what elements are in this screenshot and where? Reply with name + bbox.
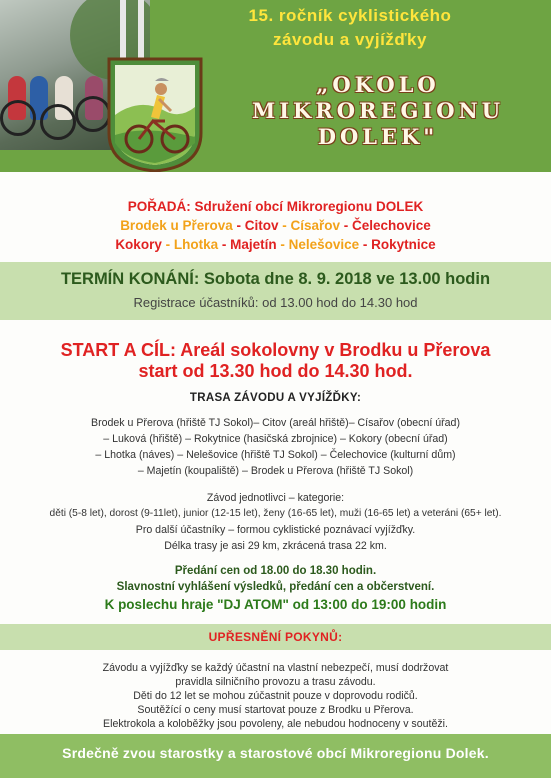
- awards-line-1: Předání cen od 18.00 do 18.30 hodin.: [174, 565, 377, 577]
- instruction-line: pravidla silničního provozu a trasu závodu.: [175, 676, 376, 688]
- photo-wheel: [0, 100, 36, 136]
- municipalities-row-1: [0, 218, 551, 233]
- route-line: – Lhotka (náves) – Nelešovice (hřiště TJ Sokol) – Čelechovice (kulturní dům): [95, 449, 456, 461]
- title-line-1: 15. ročník cyklistického: [248, 6, 452, 25]
- event-name-line-1: „OKOLO: [316, 72, 440, 97]
- dj-info: K poslechu hraje "DJ ATOM" od 13:00 do 19:00 hodin: [104, 597, 447, 612]
- municipality: Čelechovice: [352, 218, 431, 233]
- municipality: Císařov: [290, 218, 341, 233]
- awards-line-2: Slavnostní vyhlášení výsledků, předání cen a občerstvení.: [116, 581, 435, 593]
- separator: -: [340, 218, 353, 233]
- instruction-line: Děti do 12 let se mohou zúčastnit pouze v doprovodu rodičů.: [133, 690, 418, 702]
- organizer-value: Sdružení obcí Mikroregionu DOLEK: [194, 199, 424, 214]
- route-heading: TRASA ZÁVODU A VYJÍŽĎKY:: [189, 392, 362, 404]
- invitation-text: Srdečně zvou starostky a starostové obcí Mikroregionu Dolek.: [62, 745, 489, 761]
- categories-line: Pro další účastníky – formou cyklistické poznávací vyjížďky.: [135, 524, 416, 536]
- header-band: [0, 0, 551, 172]
- event-name-line-3: DOLEK": [317, 124, 439, 149]
- municipality: Rokytnice: [371, 237, 436, 252]
- categories-line: děti (5-8 let), dorost (9-11let), junior (12-15 let), ženy (16-65 let), muži (16-65 let) a veteráni (65+ let).: [49, 508, 502, 519]
- municipality: Brodek u Přerova: [120, 218, 233, 233]
- separator: -: [278, 218, 291, 233]
- route-line: Brodek u Přerova (hřiště TJ Sokol)– Citov (areál hřiště)– Císařov (obecní úřad): [91, 417, 460, 429]
- municipality: Lhotka: [173, 237, 219, 252]
- instruction-line: Soutěžící o ceny musí startovat pouze z Brodku u Přerova.: [137, 704, 414, 716]
- separator: -: [218, 237, 231, 252]
- organizer-line: [0, 199, 551, 214]
- route-line: – Luková (hřiště) – Rokytnice (hasičská zbrojnice) – Kokory (obecní úřad): [103, 433, 448, 445]
- instructions-heading: UPŘESNĚNÍ POKYNŮ:: [208, 630, 343, 644]
- categories-line: Délka trasy je asi 29 km, zkrácená trasa 22 km.: [164, 540, 387, 552]
- separator: -: [161, 237, 174, 252]
- separator: -: [276, 237, 289, 252]
- organizer-label: POŘADÁ:: [127, 199, 191, 214]
- title-line-2: závodu a vyjížďky: [273, 30, 427, 49]
- municipality: Kokory: [115, 237, 162, 252]
- separator: -: [232, 218, 245, 233]
- municipality: Majetín: [230, 237, 277, 252]
- event-date: TERMÍN KONÁNÍ: Sobota dne 8. 9. 2018 ve 13.00 hodin: [60, 270, 491, 288]
- categories-line: Závod jednotlivci – kategorie:: [206, 492, 345, 504]
- municipality: Citov: [244, 218, 279, 233]
- registration-time: Registrace účastníků: od 13.00 hod do 14.30 hod: [133, 295, 418, 310]
- event-name-line-2: MIKROREGIONU: [251, 98, 505, 123]
- municipality: Nelešovice: [288, 237, 360, 252]
- instruction-line: Elektrokola a koloběžky jsou povoleny, ale nebudou hodnoceny v soutěži.: [103, 718, 448, 730]
- cyclist-logo: [95, 55, 215, 172]
- photo-wheel: [40, 104, 76, 140]
- municipalities-row-2: [0, 237, 551, 252]
- route-line: – Majetín (koupaliště) – Brodek u Přerova (hřiště TJ Sokol): [137, 465, 414, 477]
- separator: -: [359, 237, 372, 252]
- start-finish-line-1: START A CÍL: Areál sokolovny v Brodku u Přerova: [60, 340, 491, 360]
- start-finish-line-2: start od 13.30 hod do 14.30 hod.: [138, 361, 413, 381]
- instruction-line: Závodu a vyjížďky se každý účastní na vlastní nebezpečí, musí dodržovat: [102, 662, 449, 674]
